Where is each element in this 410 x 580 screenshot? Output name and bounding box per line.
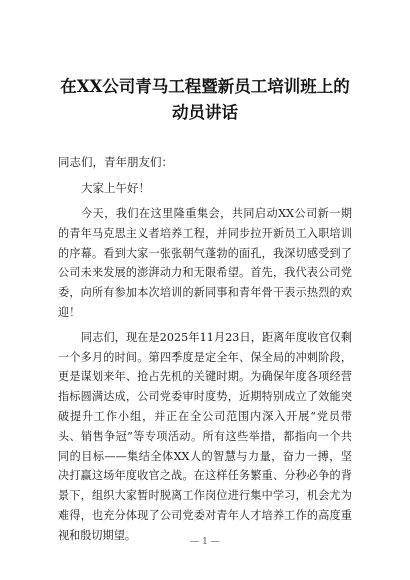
greeting: 大家上午好！ bbox=[81, 181, 150, 195]
page-number: — 1 — bbox=[190, 537, 220, 547]
speech-title bbox=[58, 74, 352, 126]
title-line-1: 在XX公司青马工程暨新员工培训班上的 bbox=[60, 77, 350, 96]
title-spacing bbox=[58, 126, 352, 154]
title-line-2: 动员讲话 bbox=[172, 103, 238, 122]
salutation: 同志们，青年朋友们： bbox=[58, 155, 173, 169]
body-paragraph-2: 同志们，现在是2025年11月23日，距离年度收官仅剩一个多月的时间。第四季度是定全年、保全局的冲刺阶段，更是谋划来年、抢占先机的关键时期。为确保年度各项经营指标圆满达成，公司党委审时度势，近期特别成立了效能突破提升工作小组，并正在全公司范围内深入开展“党员带头、销售争冠”等专项活动。所有这些举措，都指向一个共同的目标——集结全体XX人的智慧与力量，奋力一搏，坚决打赢这场年度收官之战。在这样任务繁重、分秒必争的背景下，组织大家暂时脱离工作岗位进行集中学习，机会尤为难得，也充分体现了公司党委对青年人才培养工作的高度重视和殷切期望。 bbox=[58, 330, 352, 542]
body-paragraph-1: 今天，我们在这里隆重集会，共同启动XX公司新一期的青年马克思主义者培养工程，并同步拉开新员工入职培训的序幕。看到大家一张张朝气蓬勃的面孔，我深切感受到了公司未来发展的澎湃动力和无限希望。首先，我代表公司党委，向所有参加本次培训的新同事和青年骨干表示热烈的欢迎！ bbox=[58, 207, 352, 319]
